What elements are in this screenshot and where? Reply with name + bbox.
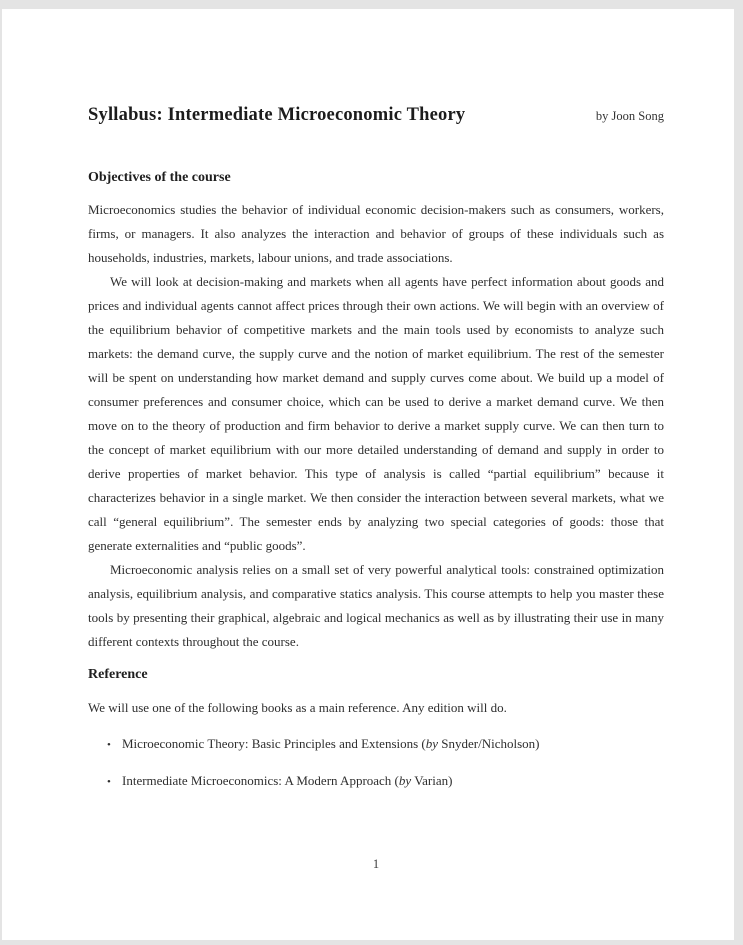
- list-item: [88, 769, 664, 794]
- book-by-emphasis: by: [425, 736, 439, 751]
- page-title: Syllabus: Intermediate Microeconomic Theory: [88, 105, 466, 125]
- objectives-paragraph-1: Microeconomics studies the behavior of individual economic decision-makers such as consumers, workers, firms, or managers. It also analyzes the interaction and behavior of groups of these individuals such as households, industries, markets, labour unions, and trade associations.: [88, 202, 664, 265]
- bullet-icon: •: [107, 776, 111, 788]
- objectives-body: [88, 198, 664, 654]
- title-row: [88, 105, 664, 126]
- author-byline: by Joon Song: [595, 109, 664, 123]
- book-title: [122, 732, 540, 756]
- list-item: [88, 732, 664, 757]
- book-title: [122, 769, 452, 793]
- bullet-icon: •: [107, 739, 111, 751]
- book-author-text: Varian): [411, 773, 453, 788]
- reference-intro: We will use one of the following books as a main reference. Any edition will do.: [88, 700, 507, 715]
- reference-heading: Reference: [88, 667, 148, 682]
- objectives-paragraph-2: We will look at decision-making and markets when all agents have perfect information about goods and prices and individual agents cannot affect prices through their own actions. We will begin with an overview of the equilibrium behavior of competitive markets and the main tools used by economists to analyze such markets: the demand curve, the supply curve and the notion of market equilibrium. The rest of the semester will be spent on understanding how market demand and supply curves come about. We build up a model of consumer preferences and consumer choice, which can be used to derive a market demand curve. We then move on to the theory of production and firm behavior to derive a market supply curve. We can then turn to the concept of market equilibrium with our more detailed understanding of demand and supply in order to derive properties of market behavior. This type of analysis is called “partial equilibrium” because it characterizes behavior in a single market. We then consider the interaction between several markets, what we call “general equilibrium”. The semester ends by analyzing two special categories of goods: those that generate externalities and “public goods”.: [88, 274, 664, 553]
- page-number: 1: [372, 857, 380, 871]
- book-title-text: Microeconomic Theory: Basic Principles and Extensions (: [122, 736, 426, 751]
- objectives-heading: Objectives of the course: [88, 170, 231, 185]
- book-by-emphasis: by: [398, 773, 412, 788]
- objectives-paragraph-3: Microeconomic analysis relies on a small set of very powerful analytical tools: constrained optimization analysis, equilibrium analysis, and comparative statics analysis. This course attempts to help you master these tools by presenting their graphical, algebraic and logical mechanics as well as by illustrating their use in many different contexts throughout the course.: [88, 562, 664, 649]
- reference-book-list: [88, 732, 664, 794]
- document-page: [2, 9, 734, 940]
- book-author-text: Snyder/Nicholson): [438, 736, 540, 751]
- book-title-text: Intermediate Microeconomics: A Modern Approach (: [122, 773, 399, 788]
